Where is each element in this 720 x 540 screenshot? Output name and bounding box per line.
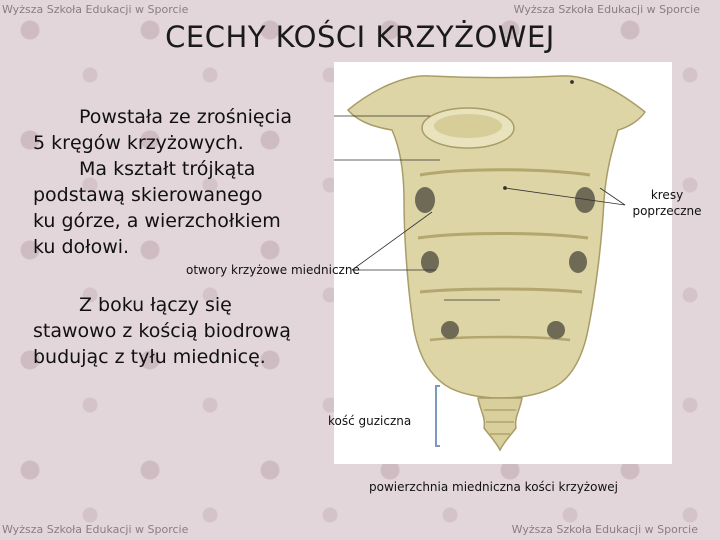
watermark-bottom-right: Wyższa Szkoła Edukacji w Sporcie xyxy=(511,523,698,536)
para1-line2: 5 kręgów krzyżowych. xyxy=(33,132,244,154)
label-transverse-ridges xyxy=(625,187,709,219)
label-pelvic-sacral-foramina: otwory krzyżowe miedniczne xyxy=(186,263,360,277)
watermark-bottom-left: Wyższa Szkoła Edukacji w Sporcie xyxy=(2,523,189,536)
label-kresy-line2: poprzeczne xyxy=(632,204,702,218)
para1-line4: podstawą skierowanego xyxy=(33,184,263,206)
label-coccyx: kość guziczna xyxy=(328,414,412,428)
sacrum-bone xyxy=(348,76,645,450)
para2-line2: stawowo z kością biodrową xyxy=(33,320,291,342)
para1-line6: ku dołowi. xyxy=(33,236,130,258)
slide-title: CECHY KOŚCI KRZYŻOWEJ xyxy=(165,20,555,54)
para1-line3: Ma kształt trójkąta xyxy=(79,158,256,180)
watermark-top-right: Wyższa Szkoła Edukacji w Sporcie xyxy=(513,3,700,16)
para2-line3: budując z tyłu miednicę. xyxy=(33,346,266,368)
coccyx-bracket xyxy=(436,386,440,446)
label-pelvic-surface: powierzchnia miedniczna kości krzyżowej xyxy=(369,480,618,494)
para1-line5: ku górze, a wierzchołkiem xyxy=(33,210,281,232)
para1-line1: Powstała ze zrośnięcia xyxy=(79,106,292,128)
label-kresy-line1: kresy xyxy=(650,188,684,202)
para2-line1: Z boku łączy się xyxy=(79,294,232,316)
watermark-top-left: Wyższa Szkoła Edukacji w Sporcie xyxy=(2,3,189,16)
